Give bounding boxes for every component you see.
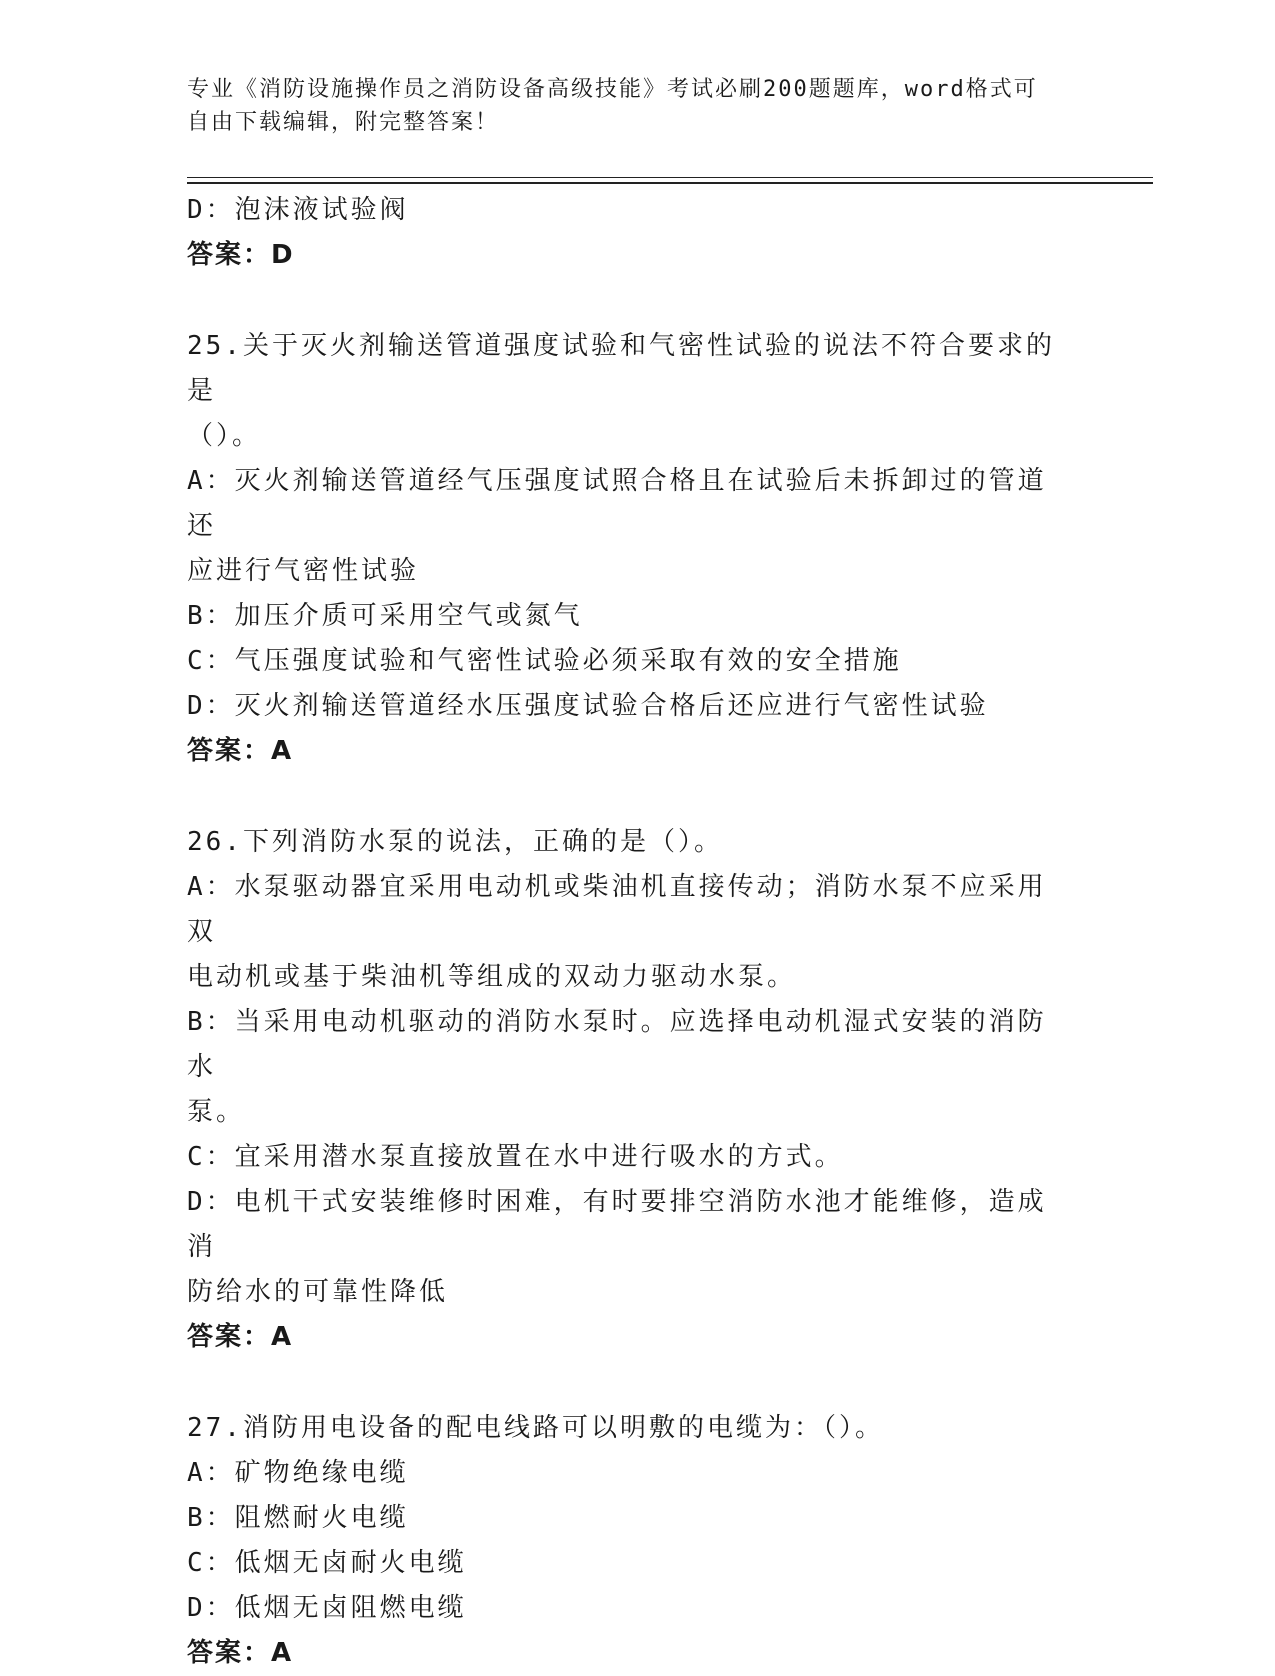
question-27-stem: 27.消防用电设备的配电线路可以明敷的电缆为：（）。 xyxy=(187,1413,884,1443)
question-25-option-c: C：气压强度试验和气密性试验必须采取有效的安全措施 xyxy=(187,646,902,676)
question-24-option-d: D：泡沫液试验阀 xyxy=(187,195,409,225)
spacer xyxy=(187,278,1067,324)
question-26-stem: 26.下列消防水泵的说法，正确的是（）。 xyxy=(187,827,723,857)
question-25-option-b: B：加压介质可采用空气或氮气 xyxy=(187,601,583,631)
question-26-option-a-line-2: 电动机或基于柴油机等组成的双动力驱动水泵。 xyxy=(187,962,797,992)
header-line-2: 自由下载编辑，附完整答案！ xyxy=(187,110,500,135)
document-header xyxy=(187,73,1067,139)
question-26-option-b-line-1: B：当采用电动机驱动的消防水泵时。应选择电动机湿式安装的消防水 xyxy=(187,1007,1047,1082)
question-27-option-d: D：低烟无卤阻燃电缆 xyxy=(187,1593,467,1623)
question-25-stem-line-2: （）。 xyxy=(187,421,262,451)
question-24-answer: 答案：D xyxy=(187,240,295,270)
header-divider-thin xyxy=(187,177,1153,178)
question-25-stem-line-1: 25.关于灭火剂输送管道强度试验和气密性试验的说法不符合要求的是 xyxy=(187,331,1055,406)
header-divider-thick xyxy=(187,182,1153,184)
question-27-option-b: B：阻燃耐火电缆 xyxy=(187,1503,409,1533)
question-26-option-c: C：宜采用潜水泵直接放置在水中进行吸水的方式。 xyxy=(187,1142,844,1172)
question-24-tail xyxy=(187,188,1067,278)
question-25-option-a-line-1: A：灭火剂输送管道经气压强度试照合格且在试验后未拆卸过的管道还 xyxy=(187,466,1047,541)
question-26-option-a-line-1: A：水泵驱动器宜采用电动机或柴油机直接传动；消防水泵不应采用双 xyxy=(187,872,1047,947)
spacer xyxy=(187,774,1067,820)
question-27 xyxy=(187,1406,1067,1676)
question-27-option-a: A：矿物绝缘电缆 xyxy=(187,1458,409,1488)
header-line-1: 专业《消防设施操作员之消防设备高级技能》考试必刷200题题库，word格式可 xyxy=(187,77,1038,102)
question-26-answer: 答案：A xyxy=(187,1322,294,1352)
question-26-option-d-line-2: 防给水的可靠性降低 xyxy=(187,1277,449,1307)
document-body xyxy=(187,188,1067,1676)
question-26 xyxy=(187,820,1067,1360)
question-25-option-d: D：灭火剂输送管道经水压强度试验合格后还应进行气密性试验 xyxy=(187,691,989,721)
question-26-option-d-line-1: D：电机干式安装维修时困难，有时要排空消防水池才能维修，造成消 xyxy=(187,1187,1047,1262)
question-27-answer: 答案：A xyxy=(187,1638,294,1668)
question-26-option-b-line-2: 泵。 xyxy=(187,1097,246,1127)
question-25 xyxy=(187,324,1067,774)
question-25-option-a-line-2: 应进行气密性试验 xyxy=(187,556,420,586)
question-25-answer: 答案：A xyxy=(187,736,294,766)
question-27-option-c: C：低烟无卤耐火电缆 xyxy=(187,1548,467,1578)
spacer xyxy=(187,1360,1067,1406)
